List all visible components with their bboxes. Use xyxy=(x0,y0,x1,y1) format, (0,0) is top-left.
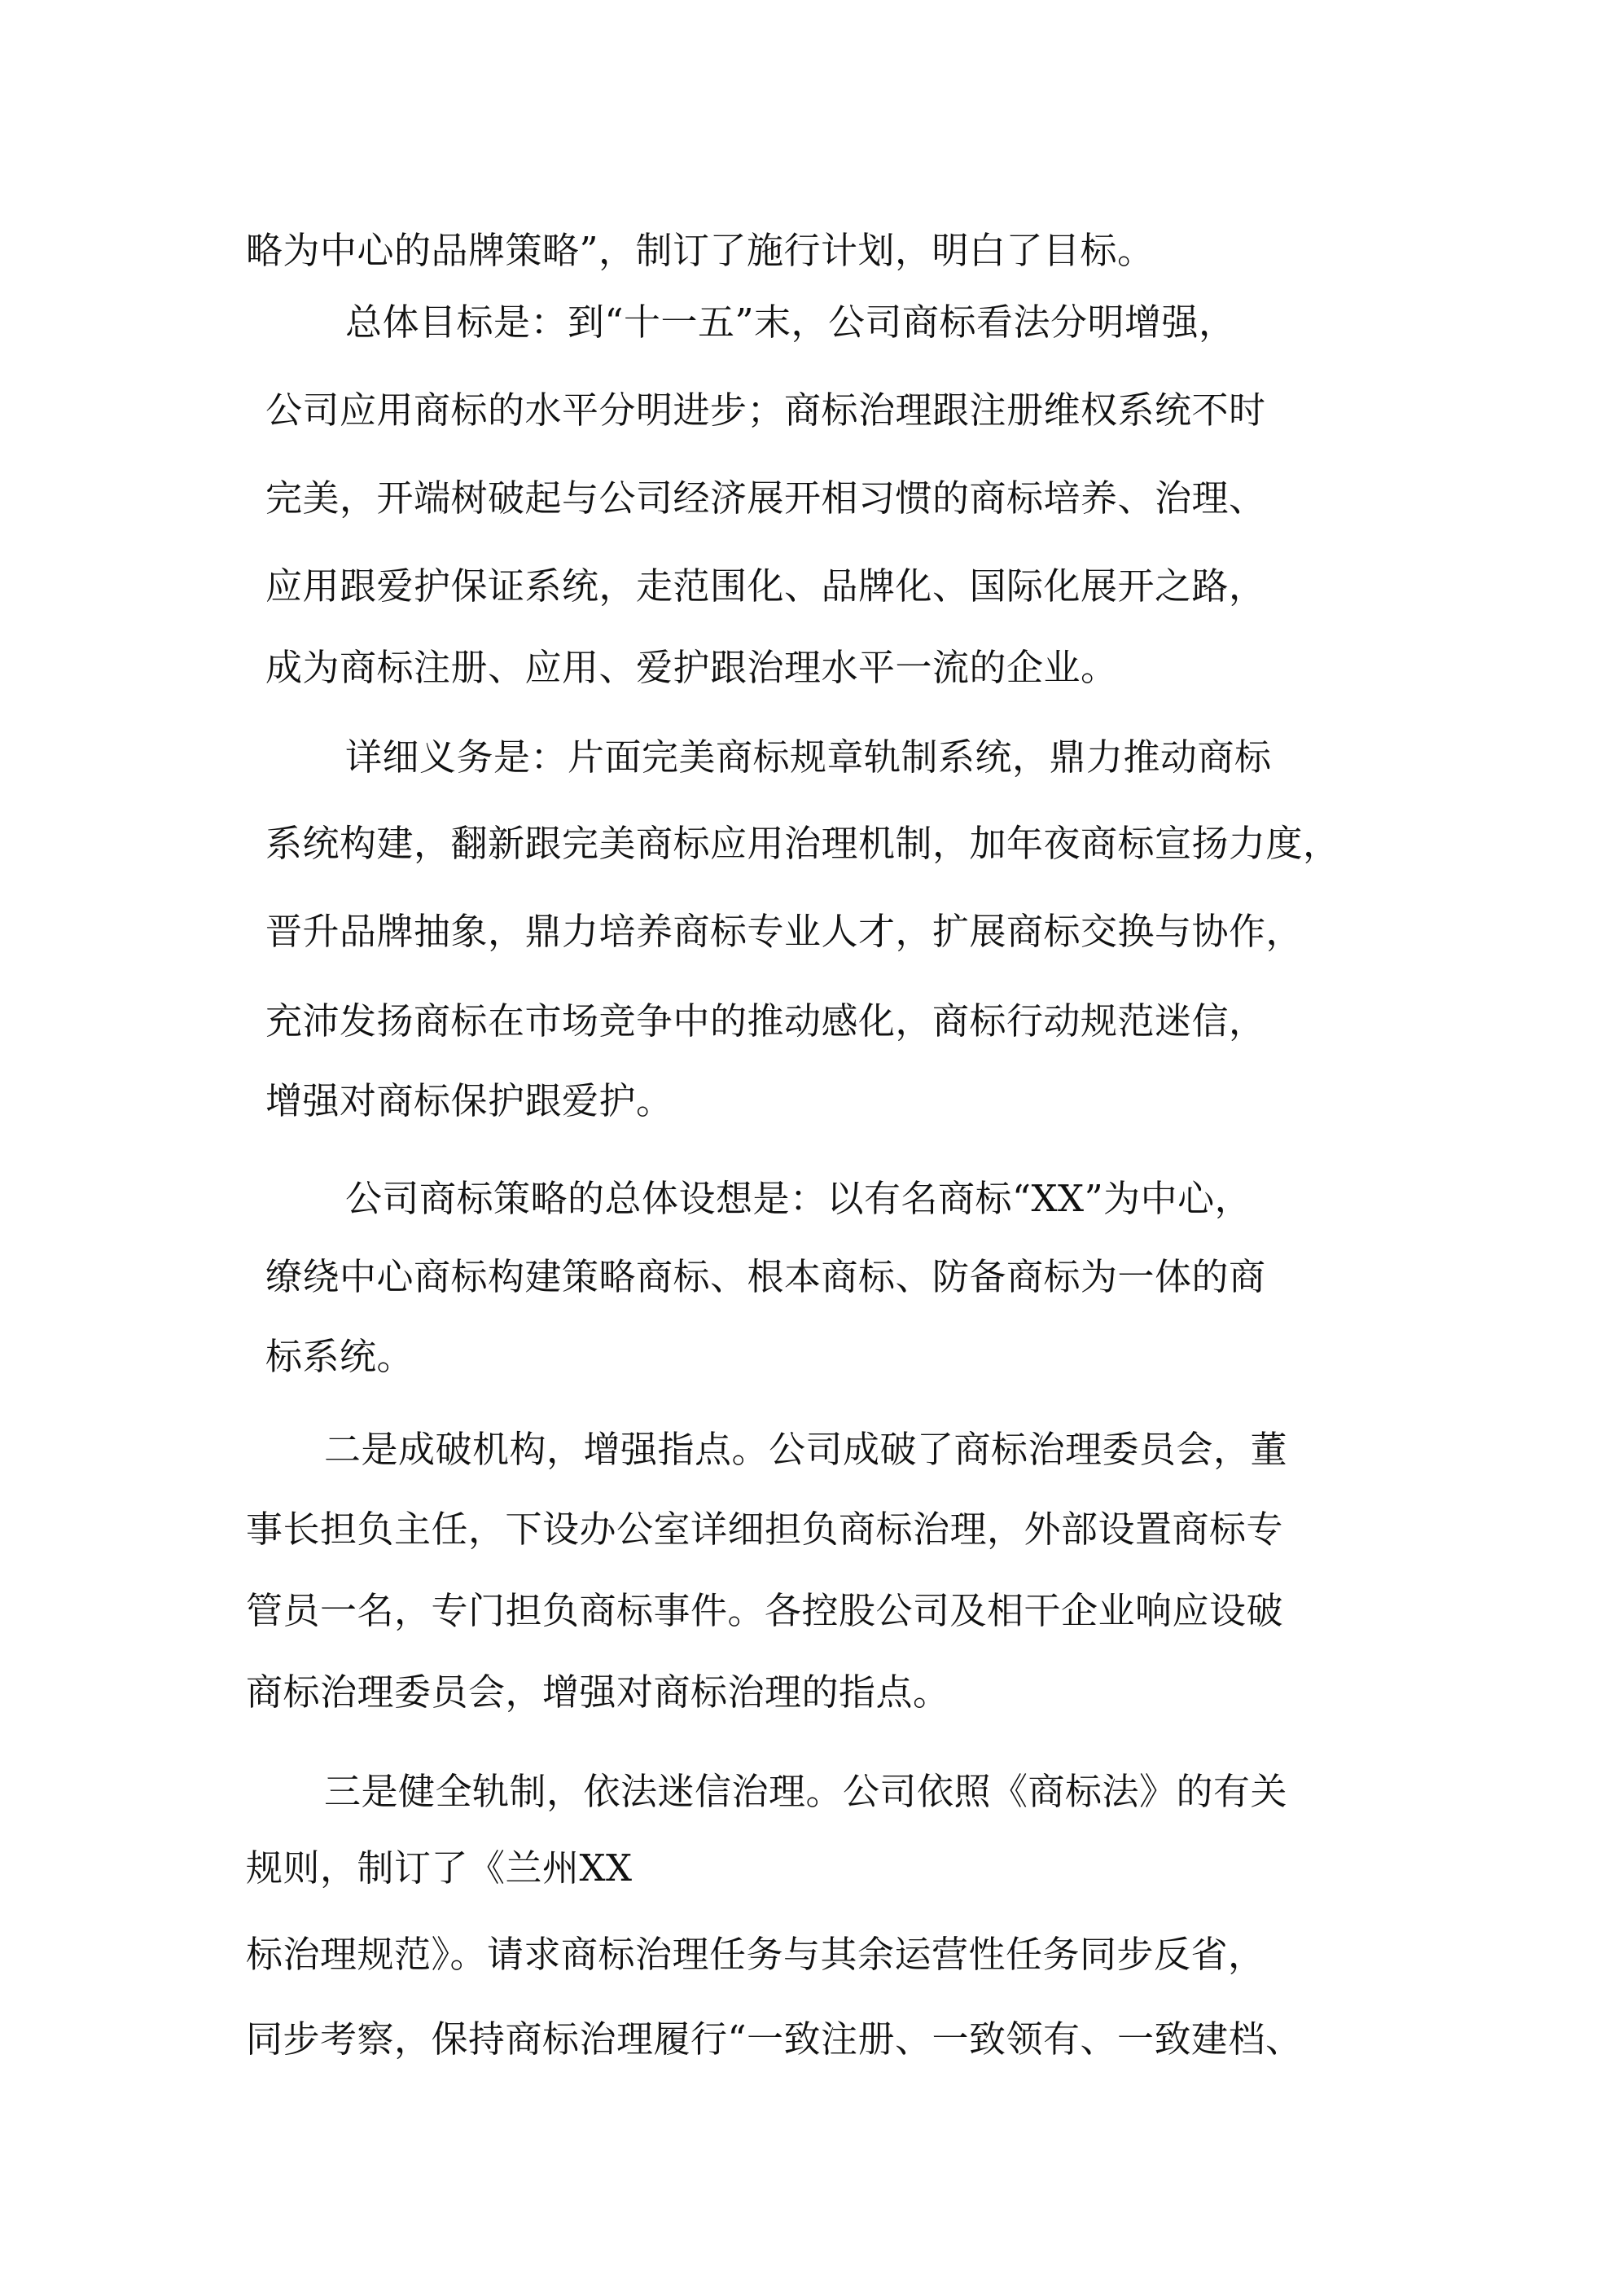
text-line: 完美，开端树破起与公司经济展开相习惯的商标培养、治理、 xyxy=(265,476,1266,520)
text-line: 标治理规范》。请求商标治理任务与其余运营性任务同步反省， xyxy=(246,1933,1265,1976)
text-line: 略为中心的品牌策略”，制订了施行计划，明白了目标。 xyxy=(246,229,1155,272)
text-line: 规则，制订了《兰州XX xyxy=(246,1846,633,1890)
text-line: 详细义务是：片面完美商标规章轨制系统，鼎力推动商标 xyxy=(345,735,1272,779)
text-line: 同步考察，保持商标治理履行“一致注册、一致领有、一致建档、 xyxy=(246,2017,1303,2061)
text-line: 增强对商标保护跟爱护。 xyxy=(265,1079,673,1122)
text-line: 晋升品牌抽象，鼎力培养商标专业人才，扩展商标交换与协作， xyxy=(265,910,1304,953)
text-line: 管员一名，专门担负商标事件。各控股公司及相干企业响应设破 xyxy=(246,1589,1284,1632)
text-line: 总体目标是：到“十一五”末，公司商标看法分明增强， xyxy=(345,301,1236,344)
text-line: 成为商标注册、应用、爱护跟治理水平一流的企业。 xyxy=(265,646,1118,689)
text-line: 事长担负主任，下设办公室详细担负商标治理，外部设置商标专 xyxy=(246,1508,1284,1551)
text-line: 充沛发扬商标在市场竞争中的推动感化，商标行动规范迷信， xyxy=(265,999,1266,1043)
text-line: 系统构建，翻新跟完美商标应用治理机制，加年夜商标宣扬力度， xyxy=(265,822,1340,865)
text-line: 缭绕中心商标构建策略商标、根本商标、防备商标为一体的商 xyxy=(265,1255,1266,1298)
text-line: 三是健全轨制，依法迷信治理。公司依照《商标法》的有关 xyxy=(324,1770,1288,1813)
text-line: 公司商标策略的总体设想是：以有名商标“XX”为中心， xyxy=(345,1177,1252,1220)
text-line: 标系统。 xyxy=(265,1335,414,1378)
text-line: 商标治理委员会，增强对商标治理的指点。 xyxy=(246,1670,950,1714)
text-line: 公司应用商标的水平分明进步；商标治理跟注册维权系统不时 xyxy=(265,389,1266,432)
text-line: 二是成破机构，增强指点。公司成破了商标治理委员会，董 xyxy=(324,1428,1288,1471)
text-line: 应用跟爱护保证系统，走范围化、品牌化、国际化展开之路， xyxy=(265,564,1266,608)
